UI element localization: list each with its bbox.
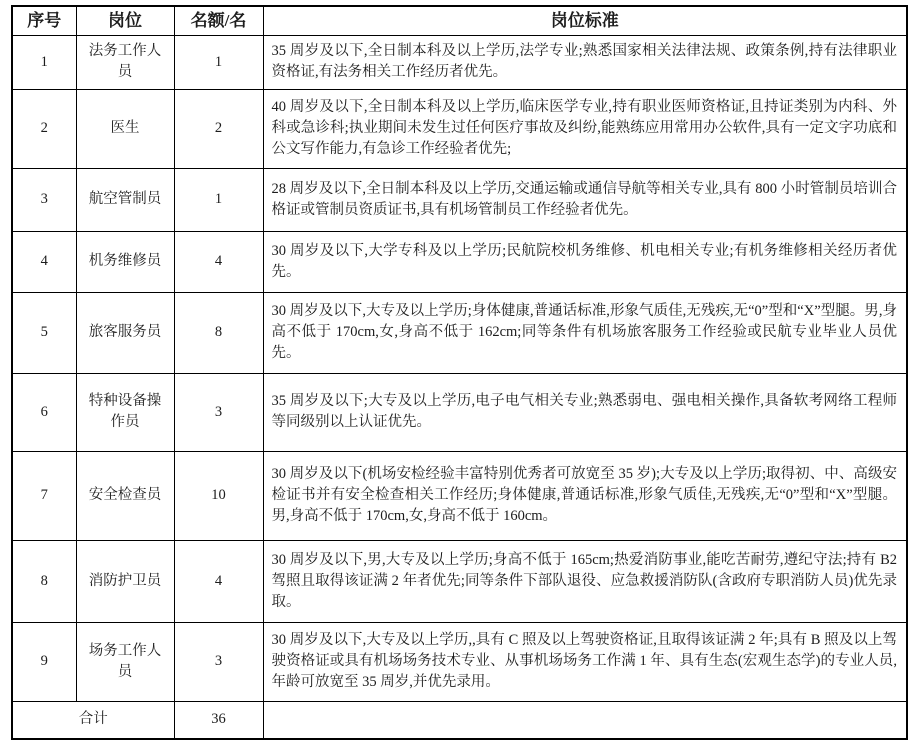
cell-position: 法务工作人员 [76,35,174,89]
cell-standard: 40 周岁及以下,全日制本科及以上学历,临床医学专业,持有职业医师资格证,且持证类别为内科、外科或急诊科;执业期间未发生过任何医疗事故及纠纷,能熟练应用常用办公软件,具有一定文字功底和公文写作能力,有急诊工作经验者优先; [263,89,907,168]
table-row [12,231,907,292]
cell-seq: 9 [12,622,76,701]
cell-standard: 28 周岁及以下,全日制本科及以上学历,交通运输或通信导航等相关专业,具有 800 小时管制员培训合格证或管制员资质证书,具有机场管制员工作经验者优先。 [263,168,907,231]
header-seq: 序号 [12,6,76,35]
header-standard: 岗位标准 [263,6,907,35]
table-row [12,373,907,451]
cell-quota: 4 [174,540,263,622]
cell-seq: 8 [12,540,76,622]
cell-seq: 6 [12,373,76,451]
total-standard-empty [263,701,907,739]
cell-standard: 30 周岁及以下,大专及以上学历,,具有 C 照及以上驾驶资格证,且取得该证满 2 年;具有 B 照及以上驾驶资格证或具有机场场务技术专业、从事机场场务工作满 1 年、具有生态(宏观生态学)的专业人员,年龄可放宽至 35 周岁,并优先录用。 [263,622,907,701]
header-position: 岗位 [76,6,174,35]
cell-position: 航空管制员 [76,168,174,231]
cell-seq: 4 [12,231,76,292]
header-row [12,6,907,35]
table-row [12,451,907,540]
table-header [12,6,907,35]
table-row [12,168,907,231]
cell-quota: 4 [174,231,263,292]
table-row [12,35,907,89]
cell-seq: 3 [12,168,76,231]
table-row [12,540,907,622]
header-quota: 名额/名 [174,6,263,35]
cell-position: 消防护卫员 [76,540,174,622]
cell-standard: 35 周岁及以下;大专及以上学历,电子电气相关专业;熟悉弱电、强电相关操作,具备软考网络工程师等同级别以上认证优先。 [263,373,907,451]
cell-position: 旅客服务员 [76,292,174,373]
table-row [12,292,907,373]
cell-seq: 7 [12,451,76,540]
cell-position: 安全检查员 [76,451,174,540]
cell-quota: 3 [174,373,263,451]
cell-quota: 2 [174,89,263,168]
cell-seq: 2 [12,89,76,168]
cell-standard: 30 周岁及以下(机场安检经验丰富特别优秀者可放宽至 35 岁);大专及以上学历;取得初、中、高级安检证书并有安全检查相关工作经历;身体健康,普通话标准,形象气质佳,无残疾,无“0”型和“X”型腿。男,身高不低于 170cm,女,身高不低于 160cm。 [263,451,907,540]
cell-standard: 30 周岁及以下,大专及以上学历;身体健康,普通话标准,形象气质佳,无残疾,无“0”型和“X”型腿。男,身高不低于 170cm,女,身高不低于 162cm;同等条件有机场旅客服务工作经验或民航专业毕业人员优先。 [263,292,907,373]
cell-standard: 35 周岁及以下,全日制本科及以上学历,法学专业;熟悉国家相关法律法规、政策条例,持有法律职业资格证,有法务相关工作经历者优先。 [263,35,907,89]
table-row [12,89,907,168]
cell-quota: 8 [174,292,263,373]
position-standards-table [11,5,908,740]
cell-position: 特种设备操作员 [76,373,174,451]
cell-position: 场务工作人员 [76,622,174,701]
cell-quota: 1 [174,168,263,231]
cell-standard: 30 周岁及以下,大学专科及以上学历;民航院校机务维修、机电相关专业;有机务维修相关经历者优先。 [263,231,907,292]
cell-seq: 1 [12,35,76,89]
cell-quota: 3 [174,622,263,701]
cell-position: 医生 [76,89,174,168]
total-quota: 36 [174,701,263,739]
table-row [12,622,907,701]
total-row [12,701,907,739]
cell-position: 机务维修员 [76,231,174,292]
cell-seq: 5 [12,292,76,373]
cell-quota: 1 [174,35,263,89]
cell-standard: 30 周岁及以下,男,大专及以上学历;身高不低于 165cm;热爱消防事业,能吃苦耐劳,遵纪守法;持有 B2 驾照且取得该证满 2 年者优先;同等条件下部队退役、应急救援消防队(含政府专职消防人员)优先录取。 [263,540,907,622]
total-label: 合计 [12,701,174,739]
cell-quota: 10 [174,451,263,540]
